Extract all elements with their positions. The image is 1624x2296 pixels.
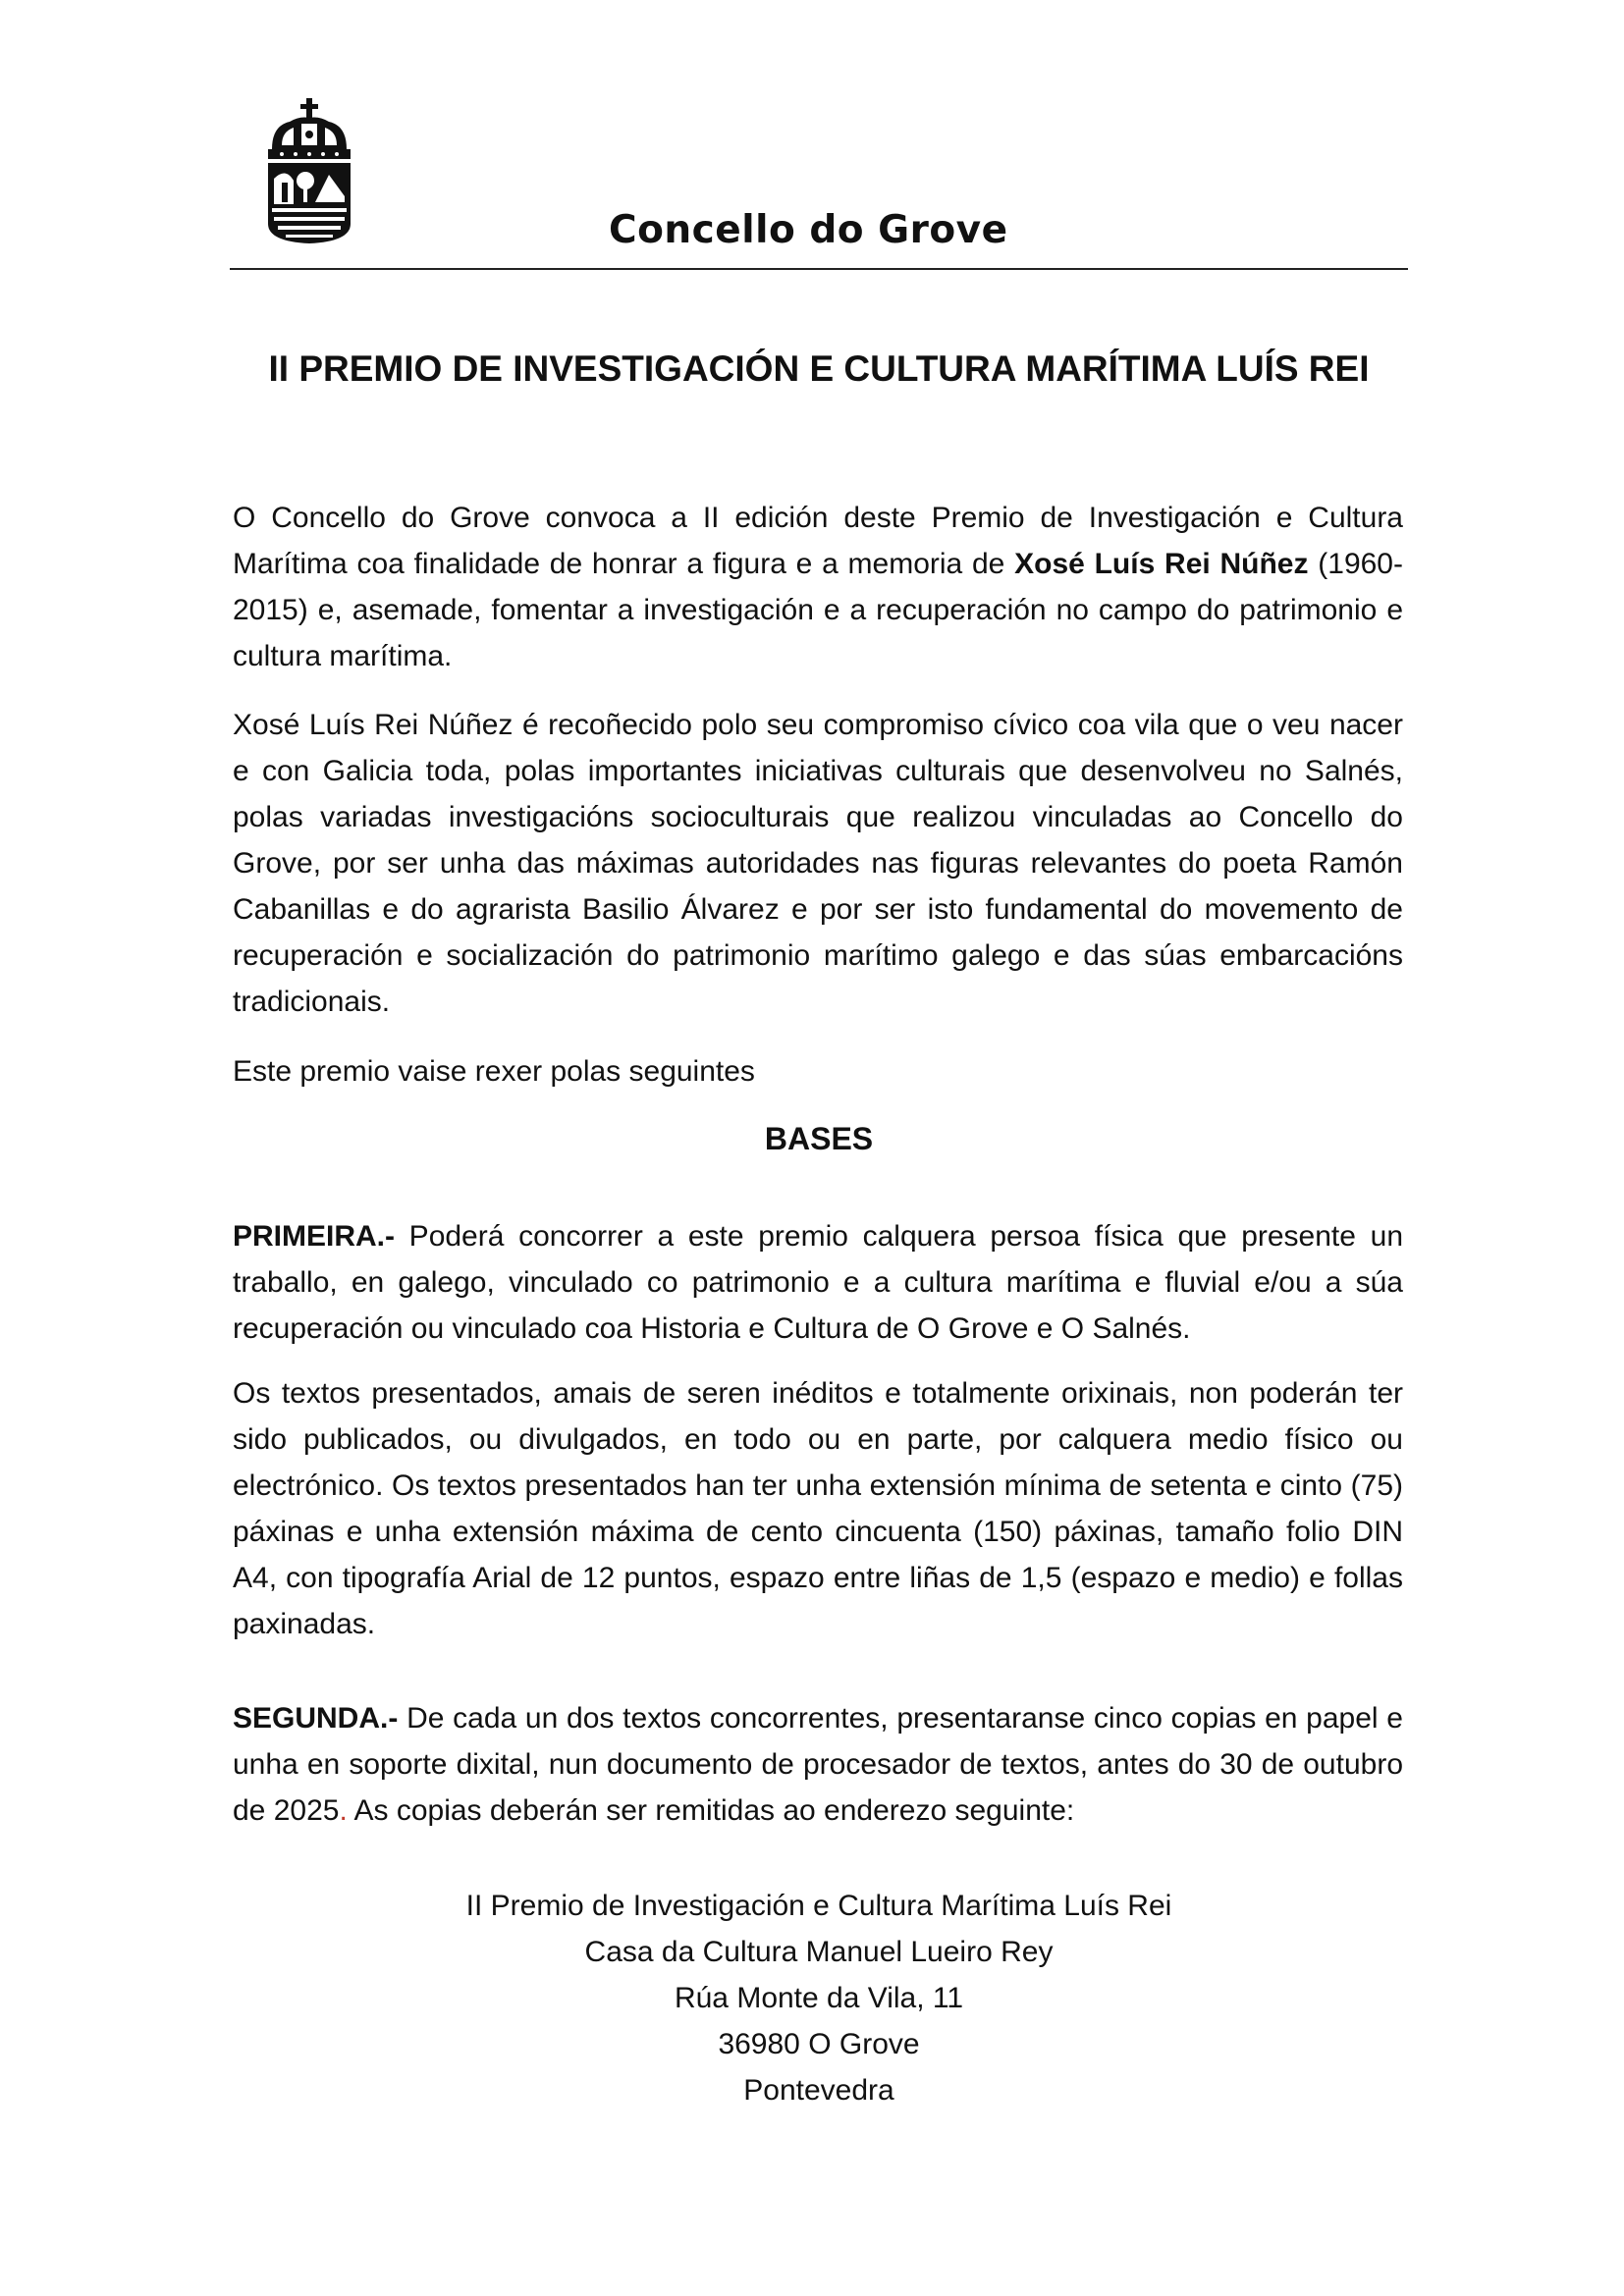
address-line-1: II Premio de Investigación e Cultura Marítima Luís Rei xyxy=(465,1890,1172,1922)
primeira-label: PRIMEIRA.- xyxy=(233,1220,395,1253)
coat-of-arms-icon xyxy=(260,98,358,245)
primeira-paragraph xyxy=(233,1213,1403,1352)
biography-paragraph: Xosé Luís Rei Núñez é recoñecido polo seu compromiso cívico coa vila que o veu nacer e con Galicia toda, polas importantes iniciativas culturais que desenvolveu no Salnés, polas variadas investigacións socioculturais que realizou vinculadas ao Concello do Grove, por ser unha das máximas autoridades nas figuras relevantes do poeta Ramón Cabanillas e do agrarista Basilio Álvarez e por ser isto fundamental do movemento de recuperación e socialización do patrimonio marítimo galego e das súas embarcacións tradicionais. xyxy=(233,709,1403,1018)
header-divider xyxy=(230,268,1408,270)
intro-text-end: (1960-2015) e, asemade, fomentar a investigación e a recuperación no campo do patrimonio e cultura marítima. xyxy=(233,548,1403,672)
intro-text-start: O Concello do Grove convoca a II edición deste Premio de Investigación e Cultura Marítima coa finalidade de honrar a figura e a memoria de xyxy=(233,502,1403,580)
address-line-3: Rúa Monte da Vila, 11 xyxy=(674,1982,964,2014)
primeira-requirements-paragraph: Os textos presentados, amais de seren inéditos e totalmente orixinais, non poderán ter sido publicados, ou divulgados, en todo ou en parte, por calquera medio físico ou electrónico. Os textos presentados han ter unha extensión mínima de setenta e cinto (75) páxinas e unha extensión máxima de cento cincuenta (150) páxinas, tamaño folio DIN A4, con tipografía Arial de 12 puntos, espazo entre liñas de 1,5 (espazo e medio) e follas paxinadas. xyxy=(233,1377,1403,1640)
bases-intro-paragraph: Este premio vaise rexer polas seguintes xyxy=(233,1055,755,1088)
address-line-5: Pontevedra xyxy=(743,2074,894,2107)
honoree-name: Xosé Luís Rei Núñez xyxy=(1014,548,1309,580)
segunda-label: SEGUNDA.- xyxy=(233,1702,399,1735)
organization-name: Concello do Grove xyxy=(609,208,1008,252)
intro-paragraph xyxy=(233,495,1403,679)
document-title: II PREMIO DE INVESTIGACIÓN E CULTURA MARÍTIMA LUÍS REI xyxy=(268,348,1370,389)
segunda-highlight-dot: . xyxy=(339,1794,348,1827)
address-line-2: Casa da Cultura Manuel Lueiro Rey xyxy=(584,1936,1054,1968)
segunda-text-end: As copias deberán ser remitidas ao enderezo seguinte: xyxy=(347,1794,1075,1827)
segunda-paragraph xyxy=(233,1695,1403,1834)
postal-address xyxy=(230,1883,1408,2113)
segunda-text-start: De cada un dos textos concorrentes, presentaranse cinco copias en papel e unha en soporte dixital, nun documento de procesador de textos, antes do 30 de outubro de 2025 xyxy=(233,1702,1403,1827)
primeira-text: Poderá concorrer a este premio calquera persoa física que presente un traballo, en galego, vinculado co patrimonio e a cultura marítima e fluvial e/ou a súa recuperación ou vinculado coa Historia e Cultura de O Grove e O Salnés. xyxy=(233,1220,1403,1345)
address-line-4: 36980 O Grove xyxy=(718,2028,920,2060)
bases-heading: BASES xyxy=(764,1121,874,1156)
